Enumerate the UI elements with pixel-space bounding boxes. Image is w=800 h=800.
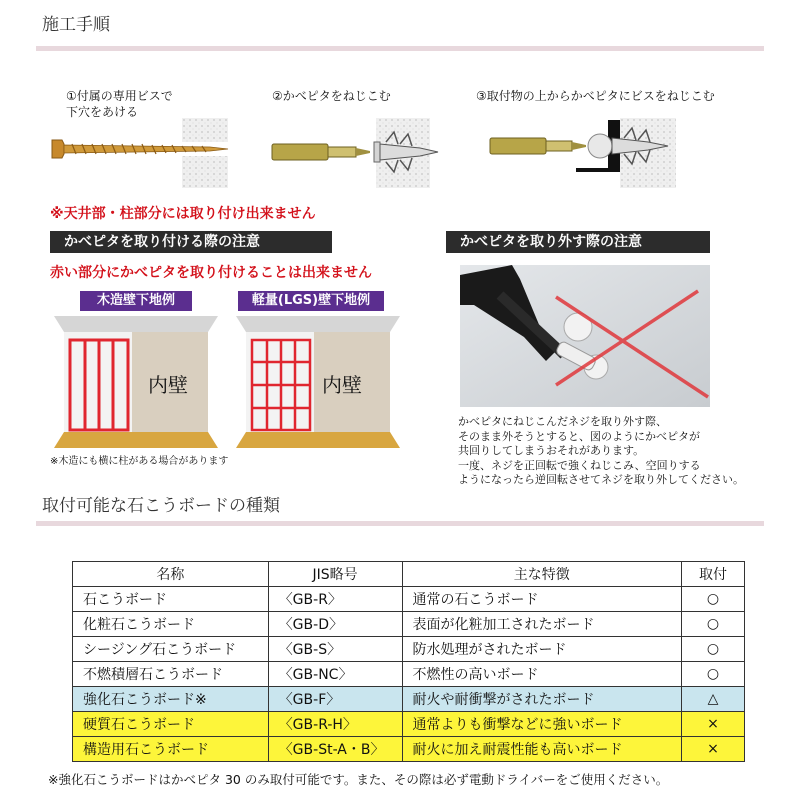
table-row xyxy=(73,712,745,737)
board-name: 不燃積層石こうボード xyxy=(73,662,269,687)
board-jis: 〈GB-D〉 xyxy=(268,612,402,637)
section-divider xyxy=(36,521,764,526)
table-row xyxy=(73,687,745,712)
board-feature: 通常の石こうボード xyxy=(402,587,682,612)
board-mount: ○ xyxy=(682,612,745,637)
board-feature: 耐火や耐衝撃がされたボード xyxy=(402,687,682,712)
board-jis: 〈GB-R-H〉 xyxy=(268,712,402,737)
driver-bit-icon xyxy=(490,138,586,154)
section-divider xyxy=(36,46,764,51)
board-name: 化粧石こうボード xyxy=(73,612,269,637)
red-area-warning: 赤い部分にかべピタを取り付けることは出来ません xyxy=(50,265,372,281)
board-feature: 表面が化粧加工されたボード xyxy=(402,612,682,637)
table-row xyxy=(73,587,745,612)
table-row xyxy=(73,612,745,637)
boards-table xyxy=(72,561,745,762)
wall-board xyxy=(182,118,228,188)
screw-icon xyxy=(52,140,228,158)
header-jis: JIS略号 xyxy=(268,562,402,587)
board-name: 構造用石こうボード xyxy=(73,737,269,762)
removal-line: かべピタにねじこんだネジを取り外す際、 xyxy=(458,415,667,428)
board-mount: △ xyxy=(682,687,745,712)
step-1-caption xyxy=(66,88,173,120)
board-jis: 〈GB-NC〉 xyxy=(268,662,402,687)
step-3-caption: ③取付物の上からかべピタにビスをねじこむ xyxy=(476,89,715,103)
board-mount: ○ xyxy=(682,637,745,662)
wood-note: ※木造にも横に柱がある場合があります xyxy=(50,456,229,467)
driver-bit-icon xyxy=(272,144,370,160)
inner-wall-label-1: 内壁 xyxy=(148,373,188,397)
removal-note xyxy=(458,415,744,488)
board-feature: 耐火に加え耐震性能も高いボード xyxy=(402,737,682,762)
ceiling-column-warning: ※天井部・柱部分には取り付け出来ません xyxy=(50,206,316,222)
lgs-wall-label: 軽量(LGS)壁下地例 xyxy=(238,291,384,311)
board-mount: ○ xyxy=(682,662,745,687)
table-header-row xyxy=(73,562,745,587)
header-name: 名称 xyxy=(73,562,269,587)
removal-line: 一度、ネジを正回転で強くねじこみ、空回りする xyxy=(458,458,701,472)
board-feature: 不燃性の高いボード xyxy=(402,662,682,687)
header-feature: 主な特徴 xyxy=(402,562,682,587)
board-mount: × xyxy=(682,737,745,762)
board-mount: ○ xyxy=(682,587,745,612)
header-mount: 取付 xyxy=(682,562,745,587)
removal-line: ようになったら逆回転させてネジを取り外してください。 xyxy=(458,473,744,486)
inner-wall-label-2: 内壁 xyxy=(322,373,362,397)
board-feature: 通常よりも衝撃などに強いボード xyxy=(402,712,682,737)
step-3-illustration xyxy=(488,118,678,188)
step-1-illustration xyxy=(50,118,250,188)
step-2-caption: ②かべピタをねじこむ xyxy=(272,89,391,103)
removal-photo xyxy=(460,265,710,407)
attach-notice-band: かべピタを取り付ける際の注意 xyxy=(50,231,332,253)
board-name: シージング石こうボード xyxy=(73,637,269,662)
table-row xyxy=(73,737,745,762)
table-row xyxy=(73,662,745,687)
step-1-line2: 下穴をあける xyxy=(66,105,139,119)
board-name: 石こうボード xyxy=(73,587,269,612)
board-jis: 〈GB-St-A・B〉 xyxy=(268,737,402,762)
procedure-title: 施工手順 xyxy=(42,15,110,35)
board-jis: 〈GB-F〉 xyxy=(268,687,402,712)
step-1-line1: ①付属の専用ビスで xyxy=(66,89,173,103)
board-jis: 〈GB-R〉 xyxy=(268,587,402,612)
board-name: 硬質石こうボード xyxy=(73,712,269,737)
board-feature: 防水処理がされたボード xyxy=(402,637,682,662)
wood-wall-diagram xyxy=(50,312,222,452)
lgs-wall-diagram xyxy=(232,312,404,452)
board-name: 強化石こうボード※ xyxy=(73,687,269,712)
footnote: ※強化石こうボードはかべピタ 30 のみ取付可能です。また、その際は必ず電動ドライバーをご使用ください。 xyxy=(48,772,669,787)
board-mount: × xyxy=(682,712,745,737)
boards-title: 取付可能な石こうボードの種類 xyxy=(42,496,280,516)
board-jis: 〈GB-S〉 xyxy=(268,637,402,662)
wood-wall-label: 木造壁下地例 xyxy=(80,291,192,311)
removal-line: そのまま外そうとすると、図のようにかべピタが xyxy=(458,429,700,443)
remove-notice-band: かべピタを取り外す際の注意 xyxy=(446,231,710,253)
removal-line: 共回りしてしまうおそれがあります。 xyxy=(458,444,645,457)
table-row xyxy=(73,637,745,662)
step-2-illustration xyxy=(270,118,450,188)
